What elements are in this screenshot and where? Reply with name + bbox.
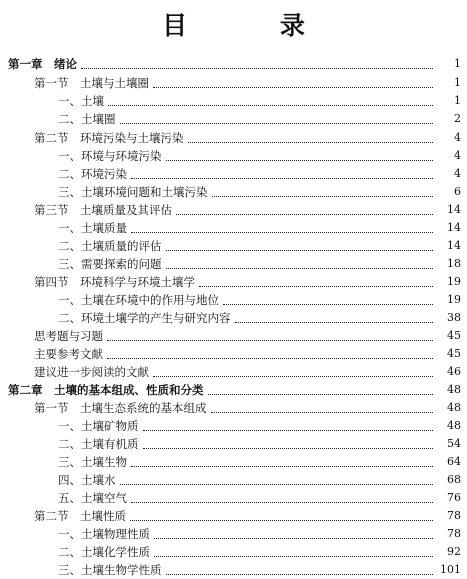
toc-subsection[interactable] <box>0 561 467 579</box>
toc-page-number: 68 <box>447 473 461 486</box>
toc-page-number: 6 <box>454 185 461 198</box>
toc-page-number: 4 <box>454 167 461 180</box>
toc-page-number: 45 <box>447 329 461 342</box>
toc-page-number: 54 <box>447 437 461 450</box>
toc-section[interactable] <box>0 507 467 525</box>
toc-entry-label: 一、土壤矿物质 <box>58 419 139 433</box>
toc-entry-label: 三、土壤生物 <box>58 455 127 469</box>
toc-page-number: 45 <box>447 347 461 360</box>
dot-leader <box>143 448 434 449</box>
toc-entry-label: 四、土壤水 <box>58 473 116 487</box>
toc-subsection[interactable] <box>0 237 467 255</box>
toc-page-number: 14 <box>447 221 461 234</box>
dot-leader <box>188 142 434 143</box>
toc-page-number: 1 <box>454 57 461 70</box>
toc-entry-label: 第三节 土壤质量及其评估 <box>34 203 172 217</box>
dot-leader <box>107 358 433 359</box>
toc-subsection[interactable] <box>0 255 467 273</box>
toc-page-number: 38 <box>447 311 461 324</box>
toc-subsection[interactable] <box>0 543 467 561</box>
dot-leader <box>166 250 434 251</box>
toc-subsection[interactable] <box>0 110 467 128</box>
toc-page-number: 64 <box>447 455 461 468</box>
toc-page-number: 76 <box>447 491 461 504</box>
toc-section[interactable] <box>0 201 467 219</box>
dot-leader <box>166 574 434 575</box>
toc-entry-label: 第二节 土壤性质 <box>34 509 126 523</box>
toc-subsection[interactable] <box>0 183 467 201</box>
toc-entry-label: 主要参考文献 <box>34 347 103 361</box>
toc-page-number: 78 <box>447 509 461 522</box>
dot-leader <box>154 538 433 539</box>
toc-subsection[interactable] <box>0 92 467 110</box>
toc-page-number: 48 <box>447 383 461 396</box>
toc-subsection[interactable] <box>0 417 467 435</box>
dot-leader <box>208 394 434 395</box>
toc-section[interactable] <box>0 273 467 291</box>
toc-subsection[interactable] <box>0 165 467 183</box>
toc-section[interactable] <box>0 345 467 363</box>
dot-leader <box>199 286 433 287</box>
dot-leader <box>143 430 434 431</box>
dot-leader <box>154 556 433 557</box>
toc-subsection[interactable] <box>0 219 467 237</box>
toc-page-number: 1 <box>454 94 461 107</box>
dot-leader <box>120 123 434 124</box>
toc-page-number: 46 <box>447 365 461 378</box>
toc-section[interactable] <box>0 327 467 345</box>
toc-entry-label: 一、土壤 <box>58 94 104 108</box>
toc-chapter-2[interactable] <box>0 381 467 399</box>
dot-leader <box>108 105 433 106</box>
toc-chapter-1[interactable] <box>0 55 467 73</box>
dot-leader <box>107 340 433 341</box>
toc-entry-label: 思考题与习题 <box>34 329 103 343</box>
dot-leader <box>166 160 434 161</box>
dot-leader <box>166 268 434 269</box>
dot-leader <box>235 322 434 323</box>
dot-leader <box>120 484 434 485</box>
dot-leader <box>81 68 433 69</box>
toc-entry-label: 建议进一步阅读的文献 <box>34 365 149 379</box>
toc-page-number: 48 <box>447 419 461 432</box>
toc-subsection[interactable] <box>0 291 467 309</box>
toc-subsection[interactable] <box>0 453 467 471</box>
dot-leader <box>153 87 433 88</box>
dot-leader <box>131 502 433 503</box>
toc-page-number: 19 <box>447 293 461 306</box>
toc-entry-label: 三、需要探索的问题 <box>58 257 162 271</box>
toc-entry-label: 第二节 环境污染与土壤污染 <box>34 131 184 145</box>
page-title: 目 录 <box>162 11 347 40</box>
toc-entry-label: 第四节 环境科学与环境土壤学 <box>34 275 195 289</box>
toc-entry-label: 二、环境土壤学的产生与研究内容 <box>58 311 231 325</box>
toc-page-number: 78 <box>447 527 461 540</box>
toc-section[interactable] <box>0 129 467 147</box>
toc-page-number: 18 <box>447 257 461 270</box>
toc-section[interactable] <box>0 363 467 381</box>
toc-page-number: 101 <box>440 563 461 576</box>
toc-page-number: 4 <box>454 149 461 162</box>
toc-entry-label: 第一节 土壤生态系统的基本组成 <box>34 401 207 415</box>
toc-subsection[interactable] <box>0 489 467 507</box>
toc-entry-label: 五、土壤空气 <box>58 491 127 505</box>
toc-page-number: 92 <box>447 545 461 558</box>
toc-entry-label: 一、土壤物理性质 <box>58 527 150 541</box>
toc-page-number: 48 <box>447 401 461 414</box>
toc-page-number: 1 <box>454 76 461 89</box>
toc-subsection[interactable] <box>0 147 467 165</box>
toc-subsection[interactable] <box>0 471 467 489</box>
dot-leader <box>153 376 433 377</box>
toc-entry-label: 二、环境污染 <box>58 167 127 181</box>
toc-section[interactable] <box>0 74 467 92</box>
toc-entry-label: 二、土壤化学性质 <box>58 545 150 559</box>
toc-entry-label: 二、土壤圈 <box>58 112 116 126</box>
dot-leader <box>131 466 433 467</box>
dot-leader <box>223 304 433 305</box>
toc-entry-label: 第一节 土壤与土壤圈 <box>34 76 149 90</box>
toc-subsection[interactable] <box>0 435 467 453</box>
dot-leader <box>131 178 433 179</box>
toc-entry-label: 一、环境与环境污染 <box>58 149 162 163</box>
dot-leader <box>130 520 433 521</box>
dot-leader <box>212 196 434 197</box>
toc-entry-label: 第一章 绪论 <box>8 57 77 71</box>
toc-subsection[interactable] <box>0 525 467 543</box>
dot-leader <box>211 412 434 413</box>
toc-page-number: 14 <box>447 203 461 216</box>
toc-page-number: 14 <box>447 239 461 252</box>
toc-section[interactable] <box>0 399 467 417</box>
toc-entry-label: 二、土壤有机质 <box>58 437 139 451</box>
toc-page-number: 19 <box>447 275 461 288</box>
toc-entry-label: 第二章 土壤的基本组成、性质和分类 <box>8 383 204 397</box>
toc-page-number: 2 <box>454 112 461 125</box>
toc-entry-label: 二、土壤质量的评估 <box>58 239 162 253</box>
dot-leader <box>131 232 433 233</box>
toc-entry-label: 一、土壤在环境中的作用与地位 <box>58 293 219 307</box>
toc-subsection[interactable] <box>0 309 467 327</box>
toc-entry-label: 三、土壤生物学性质 <box>58 563 162 577</box>
toc-page-number: 4 <box>454 131 461 144</box>
dot-leader <box>176 214 433 215</box>
toc-entry-label: 一、土壤质量 <box>58 221 127 235</box>
toc-entry-label: 三、土壤环境问题和土壤污染 <box>58 185 208 199</box>
